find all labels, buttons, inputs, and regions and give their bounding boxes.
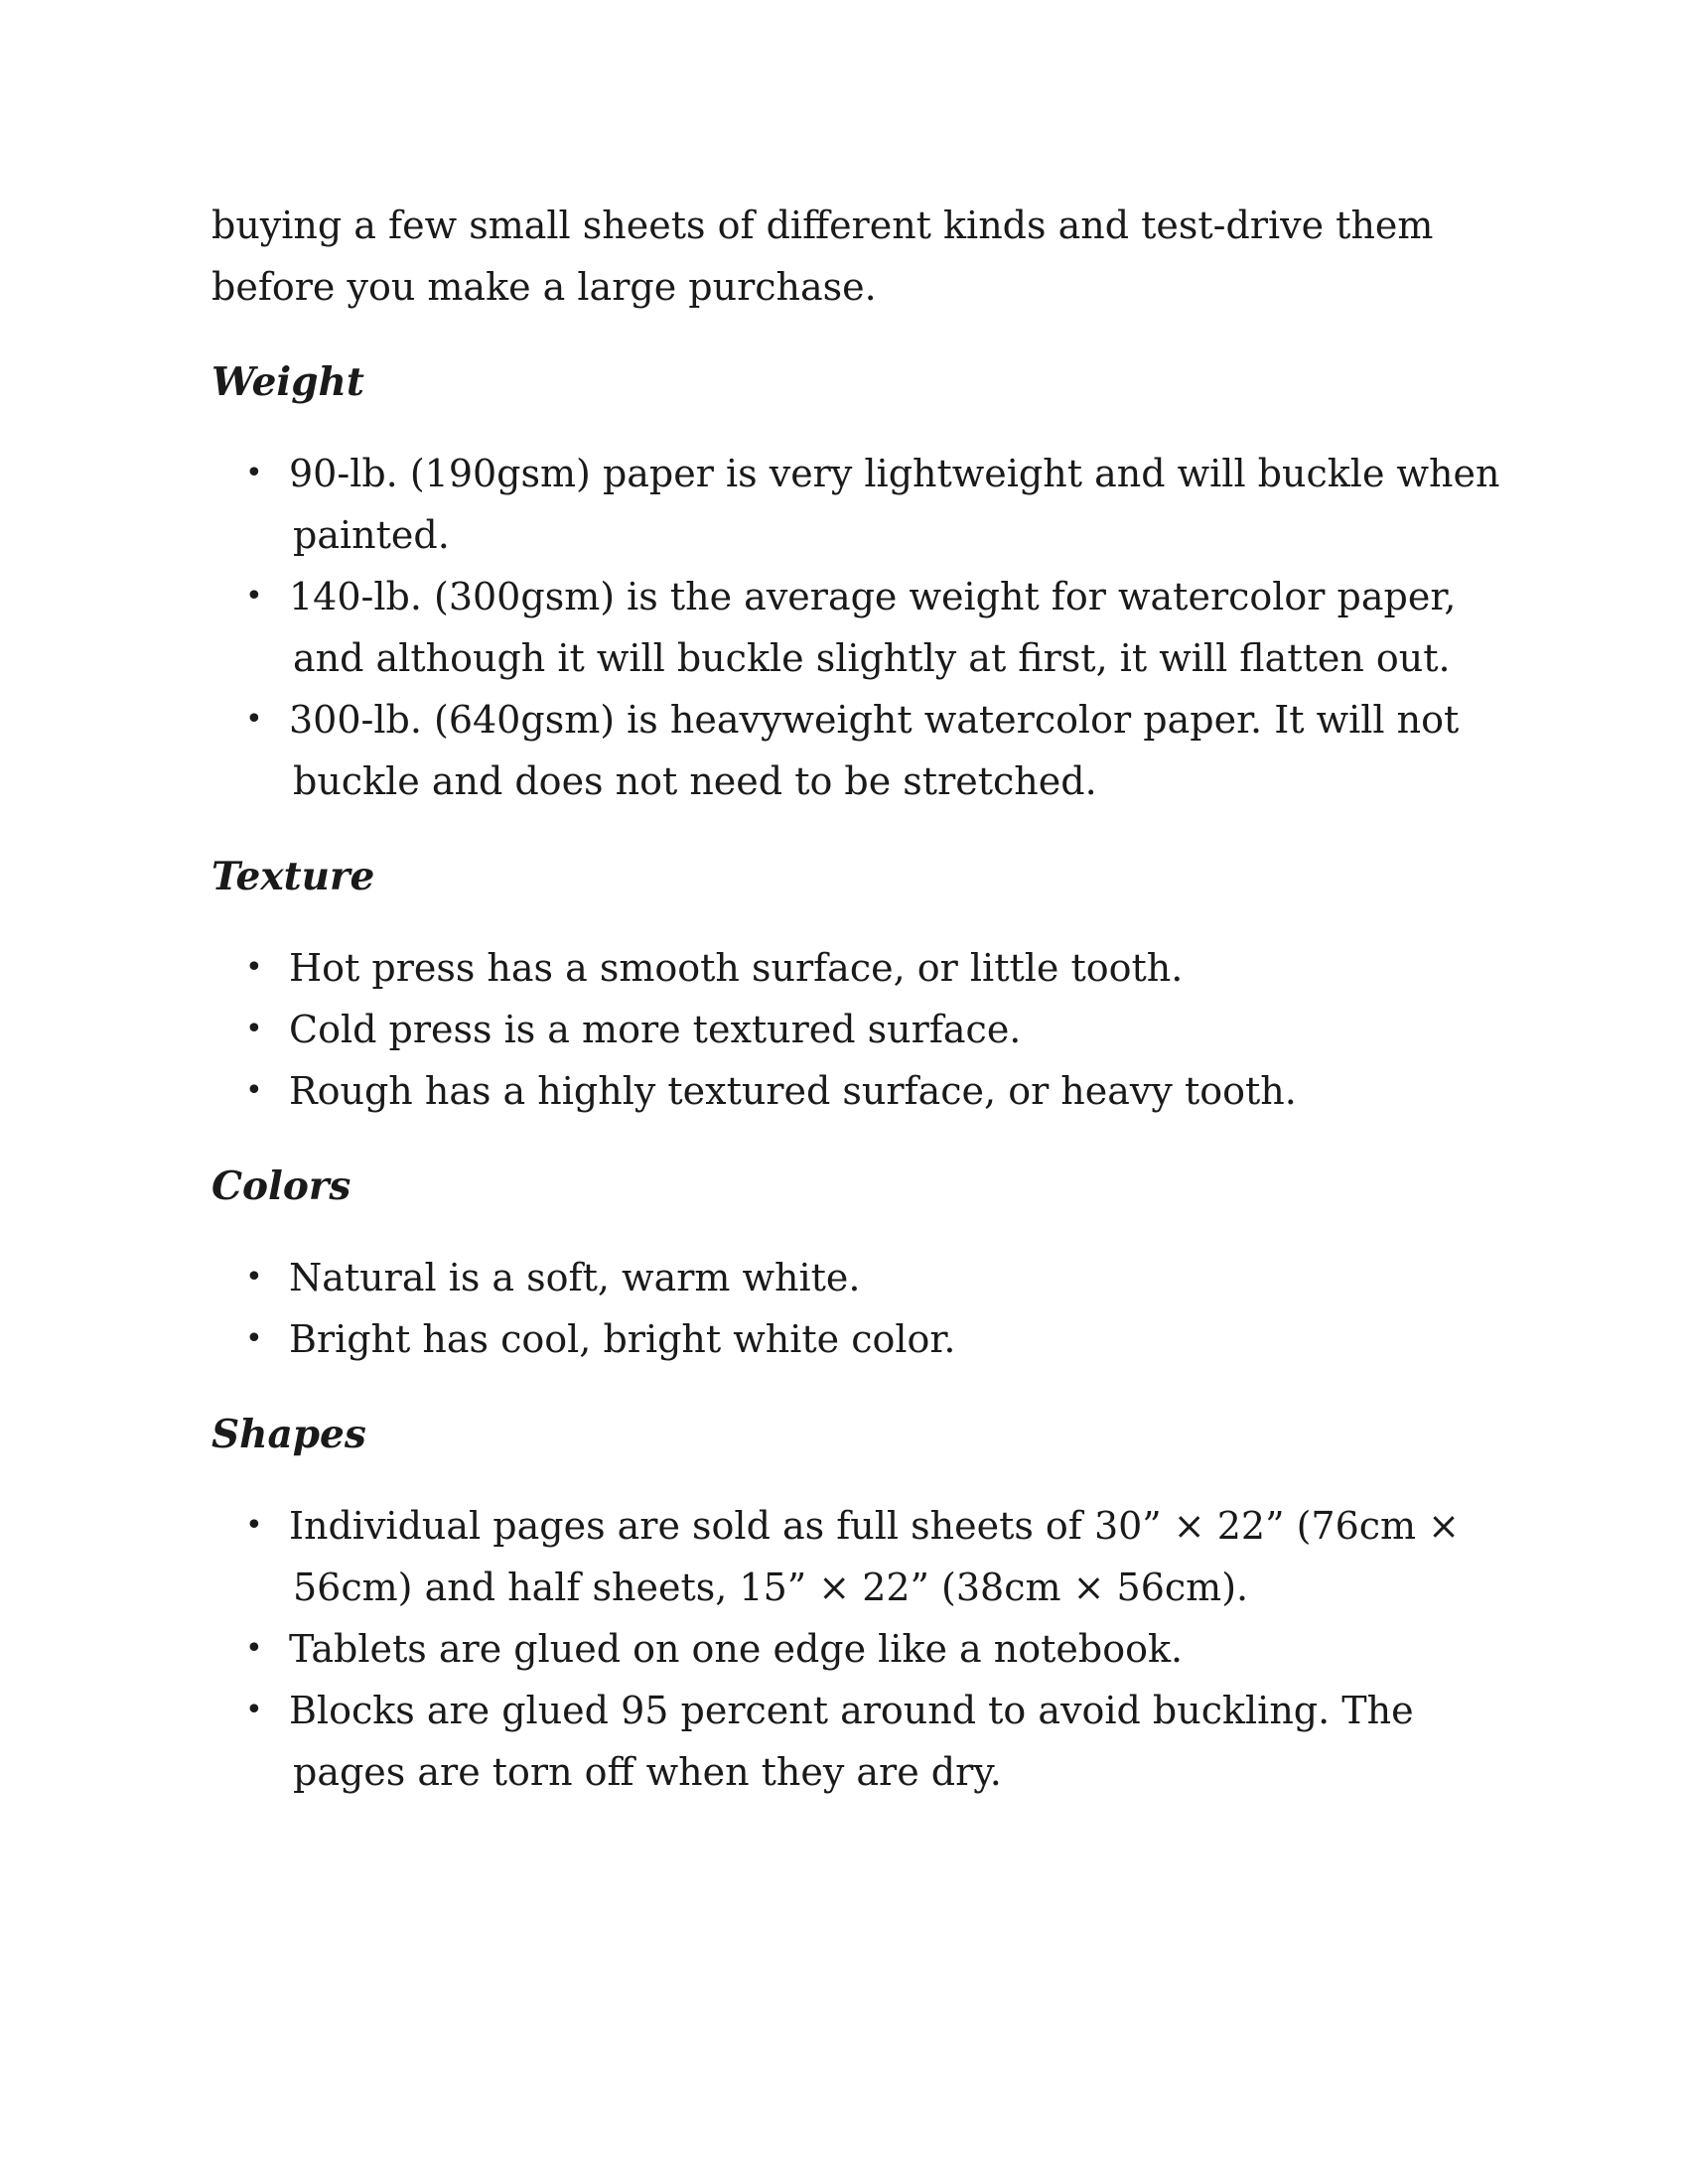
list-item [251, 1247, 1502, 1308]
heading-weight: Weight [211, 359, 364, 405]
heading-shapes: Shapes [211, 1412, 366, 1457]
list-item-text: • Individual pages are sold as full sheets of 30” × 22” (76cm × 56cm) and half sheets, 15” × 22” (38cm × 56cm). [289, 1504, 1461, 1609]
heading-texture: Texture [211, 854, 375, 899]
list-item [251, 1495, 1502, 1618]
list-item-text: • Rough has a highly textured surface, or heavy tooth. [289, 1069, 1297, 1113]
list-item [251, 566, 1502, 689]
list-item [251, 1680, 1502, 1803]
list-item-text: • Cold press is a more textured surface. [289, 1008, 1022, 1051]
list-item [251, 1308, 1502, 1370]
list-item-text: • 90-lb. (190gsm) paper is very lightweight and will buckle when painted. [289, 452, 1500, 557]
document-page [211, 195, 1502, 1803]
list-item-text: • Natural is a soft, warm white. [289, 1256, 861, 1299]
list-item [251, 443, 1502, 566]
list-shapes [211, 1495, 1502, 1803]
list-item [251, 689, 1502, 812]
list-item-text: • Bright has cool, bright white color. [289, 1317, 956, 1361]
heading-colors: Colors [211, 1163, 352, 1209]
list-colors [211, 1247, 1502, 1370]
list-item-text: • Blocks are glued 95 percent around to avoid buckling. The pages are torn off when they are dry. [289, 1689, 1414, 1794]
list-item [251, 937, 1502, 999]
list-item [251, 999, 1502, 1060]
list-item-text: • 300-lb. (640gsm) is heavyweight watercolor paper. It will not buckle and does not need to be stretched. [289, 698, 1460, 803]
list-texture [211, 937, 1502, 1122]
list-weight [211, 443, 1502, 812]
list-item-text: • Tablets are glued on one edge like a notebook. [289, 1627, 1184, 1671]
intro-paragraph: buying a few small sheets of different kinds and test-drive them before you make a large purchase. [211, 204, 1434, 309]
list-item [251, 1618, 1502, 1680]
list-item-text: • 140-lb. (300gsm) is the average weight for watercolor paper, and although it will buckle slightly at first, it will flatten out. [289, 575, 1457, 680]
list-item [251, 1060, 1502, 1122]
list-item-text: • Hot press has a smooth surface, or little tooth. [289, 946, 1184, 990]
